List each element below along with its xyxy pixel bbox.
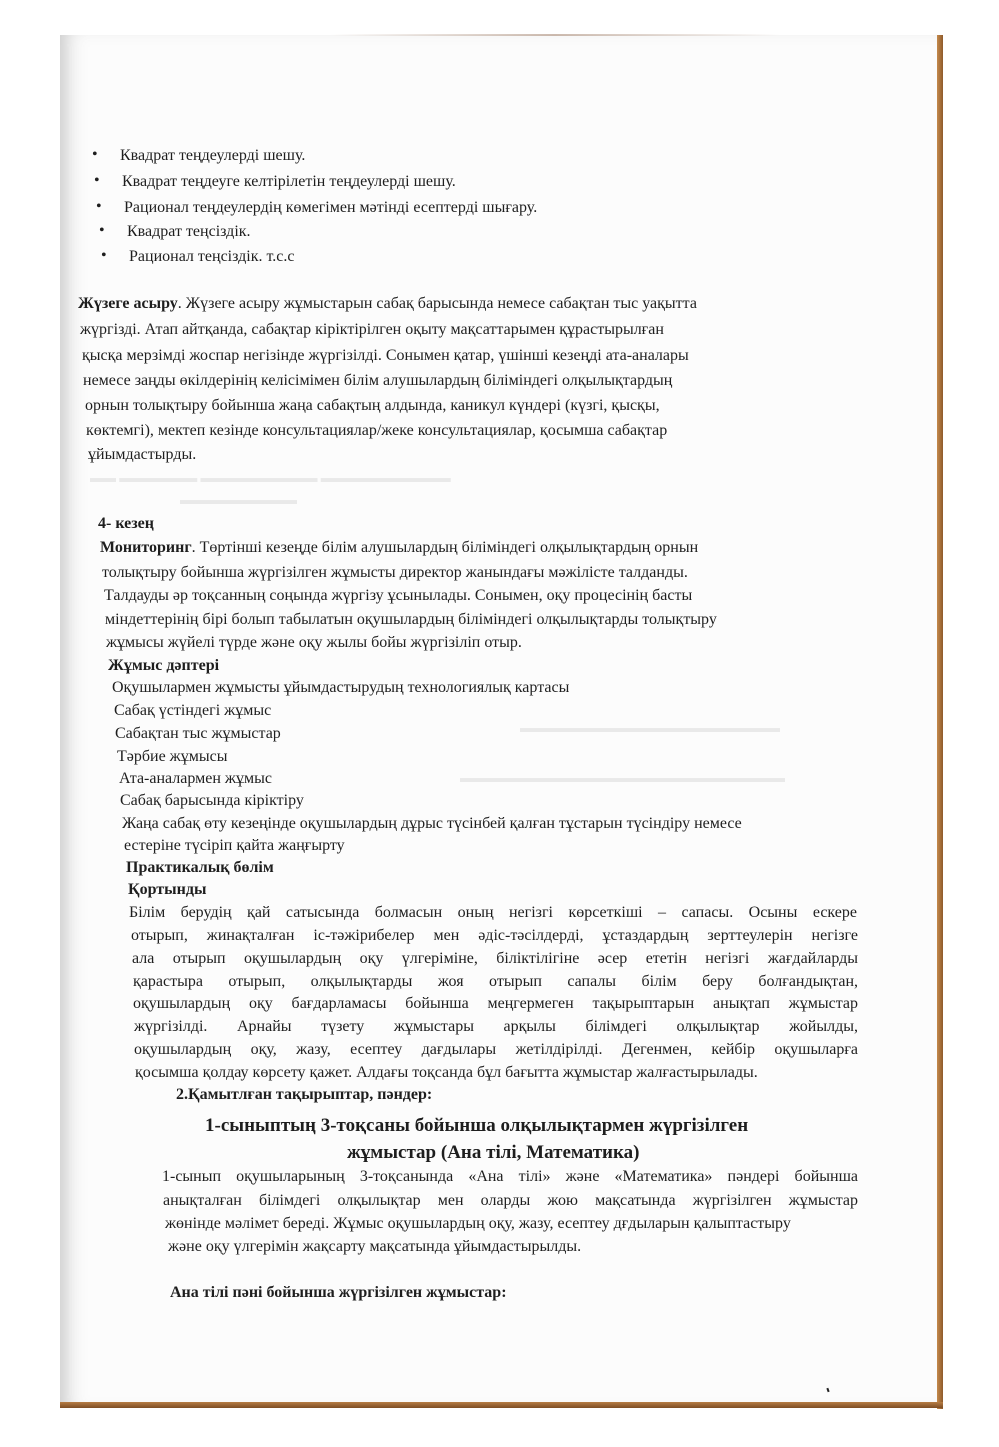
report-paragraph-line: 1-сынып оқушыларының 3-тоқсанында «Ана тілі» және «Математика» пәндері бойынша [162, 1168, 858, 1185]
report-title-line: 1-сыныптың 3-тоқсаны бойынша олқылықтармен жүргізілген [205, 1115, 749, 1136]
list-item: Рационал теңсіздік. т.с.с [129, 248, 295, 265]
conclusion-line: қарастыра отырып, олқылықтарды жоя отырып сапалы білім беру болғандықтан, [133, 973, 858, 990]
conclusion-line: ала отырып оқушылардың оқу үлгеріміне, біліктілігіне әсер ететін негізгі жағдайларды [132, 950, 858, 967]
report-subheading: Ана тілі пәні бойынша жүргізілген жұмыстар: [170, 1284, 507, 1301]
bleed-through-mark: ▬▬▬▬▬▬▬▬▬▬▬▬▬▬▬▬▬▬▬▬ [520, 720, 780, 735]
implementation-paragraph-line: жүргізді. Атап айтқанда, сабақтар кіріктірілген оқыту мақсаттарымен құрастырылған [80, 321, 664, 338]
conclusion-line: жүргізілді. Арнайы түзету жұмыстары арқылы білімдегі олқылықтар жойылды, [134, 1018, 858, 1035]
bullet-icon: • [96, 198, 102, 215]
workbook-item: Сабақтан тыс жұмыстар [115, 725, 281, 742]
report-title-line: жұмыстар (Ана тілі, Математика) [347, 1142, 640, 1163]
stage4-paragraph-line: жұмысы жүйелі түрде және оқу жылы бойы жүргізіліп отыр. [106, 634, 522, 651]
implementation-paragraph-line: Жүзеге асыру. Жүзеге асыру жұмыстарын сабақ барысында немесе сабақтан тыс уақытта [78, 295, 697, 312]
bullet-icon: • [101, 247, 107, 264]
report-paragraph-line: жөнінде мәлімет береді. Жұмыс оқушылардың оқу, жазу, есептеу дғдыларын қалыптастыру [165, 1215, 791, 1232]
stage4-paragraph-line: Мониторинг. Төртінші кезеңде білім алушылардың біліміндегі олқылықтардың орнын [100, 539, 699, 556]
conclusion-heading: Қортынды [128, 881, 207, 898]
workbook-item: Сабақ барысында кіріктіру [120, 792, 304, 809]
conclusion-line: қосымша қолдау көрсету қажет. Алдағы тоқсанда бұл бағытта жұмыстар жалғастырылады. [135, 1064, 758, 1081]
paper-edge-top [330, 34, 780, 36]
practical-heading: Практикалық бөлім [126, 859, 274, 876]
workbook-item: Жаңа сабақ өту кезеңінде оқушылардың дұрыс түсінбей қалған тұстарын түсіндіру немесе [122, 815, 742, 832]
conclusion-line: оқушылардың оқу, жазу, есептеу дағдылары жетілдірілді. Дегенмен, кейбір оқушыларға [134, 1041, 858, 1058]
workbook-heading: Жұмыс дәптері [108, 657, 220, 674]
implementation-paragraph-line: көктемгі), мектеп кезінде консультациялар/жеке консультациялар, қосымша сабақтар [86, 422, 668, 439]
conclusion-line: оқушылардың оқу бағдарламасы бойынша меңгермеген тақырыптарын анықтап жұмыстар [133, 995, 858, 1012]
bleed-through-mark: ▬▬▬▬▬▬▬▬▬▬▬▬▬▬▬▬▬▬▬▬▬▬▬▬▬ [460, 770, 785, 785]
bullet-icon: • [94, 172, 100, 189]
workbook-item: Ата-аналармен жұмыс [119, 770, 272, 787]
list-item: Квадрат теңсіздік. [127, 223, 251, 240]
implementation-paragraph-line: немесе заңды өкілдерінің келісімімен білім алушылардың біліміндегі олқылықтардың [83, 372, 673, 389]
bleed-through-mark: ▬▬▬▬▬▬▬▬▬ [180, 492, 297, 507]
list-item: Квадрат теңдеулерді шешу. [120, 147, 306, 164]
report-paragraph-line: және оқу үлгерімін жақсарту мақсатында ұйымдастырылды. [168, 1238, 582, 1255]
stage4-paragraph-line: толықтыру бойынша жүргізілген жұмысты директор жанындағы мәжілісте талданды. [102, 564, 688, 581]
workbook-item: естеріне түсіріп қайта жаңғырту [124, 837, 345, 854]
stage4-paragraph-line: Талдауды әр тоқсанның соңында жүргізу ұсынылады. Сонымен, оқу процесінің басты [104, 587, 693, 604]
bleed-through-mark: ▬▬ ▬▬▬▬▬▬ ▬▬▬▬▬▬▬▬▬ ▬▬▬▬▬▬▬▬▬▬ [90, 470, 451, 485]
implementation-paragraph-line: қысқа мерзімді жоспар негізінде жүргізілді. Сонымен қатар, үшінші кезеңді ата-аналары [82, 347, 689, 364]
implementation-paragraph-line: орнын толықтыру бойынша жаңа сабақтың алдында, каникул күндері (күзгі, қысқы, [85, 397, 660, 414]
workbook-item: Оқушылармен жұмысты ұйымдастырудың технологиялық картасы [112, 679, 570, 696]
conclusion-line: Білім берудің қай сатысында болмасын оның негізгі көрсеткіші – сапасы. Осыны ескере [129, 904, 857, 921]
paper-edge-bottom [60, 1402, 943, 1408]
workbook-item: Тәрбие жұмысы [117, 748, 228, 765]
bullet-icon: • [99, 222, 105, 239]
paper-edge-right [937, 35, 943, 1409]
bullet-icon: • [92, 146, 98, 163]
stage4-label: 4- кезең [98, 515, 154, 532]
implementation-heading: Жүзеге асыру [78, 295, 178, 312]
implementation-paragraph-line: ұйымдастырды. [88, 446, 197, 463]
covered-topics-heading: 2.Қамытлған тақырыптар, пәндер: [176, 1086, 433, 1103]
report-paragraph-line: анықталған білімдегі олқылықтар мен оларды жою мақсатында жүргізілген жұмыстар [163, 1192, 858, 1209]
list-item: Рационал теңдеулердің көмегімен мәтінді есептерді шығару. [124, 199, 538, 216]
conclusion-line: отырып, жинақталған іс-тәжірибелер мен әдіс-тәсілдерді, ұстаздардың зерттеулерін негізге [131, 927, 858, 944]
stage4-paragraph-line: міндеттерінің бірі болып табылатын оқушылардың біліміндегі олқылықтарды толықтыру [105, 611, 717, 628]
workbook-item: Сабақ үстіндегі жұмыс [114, 702, 272, 719]
list-item: Квадрат теңдеуге келтірілетін теңдеулерді шешу. [122, 173, 456, 190]
monitoring-heading: Мониторинг [100, 539, 192, 556]
